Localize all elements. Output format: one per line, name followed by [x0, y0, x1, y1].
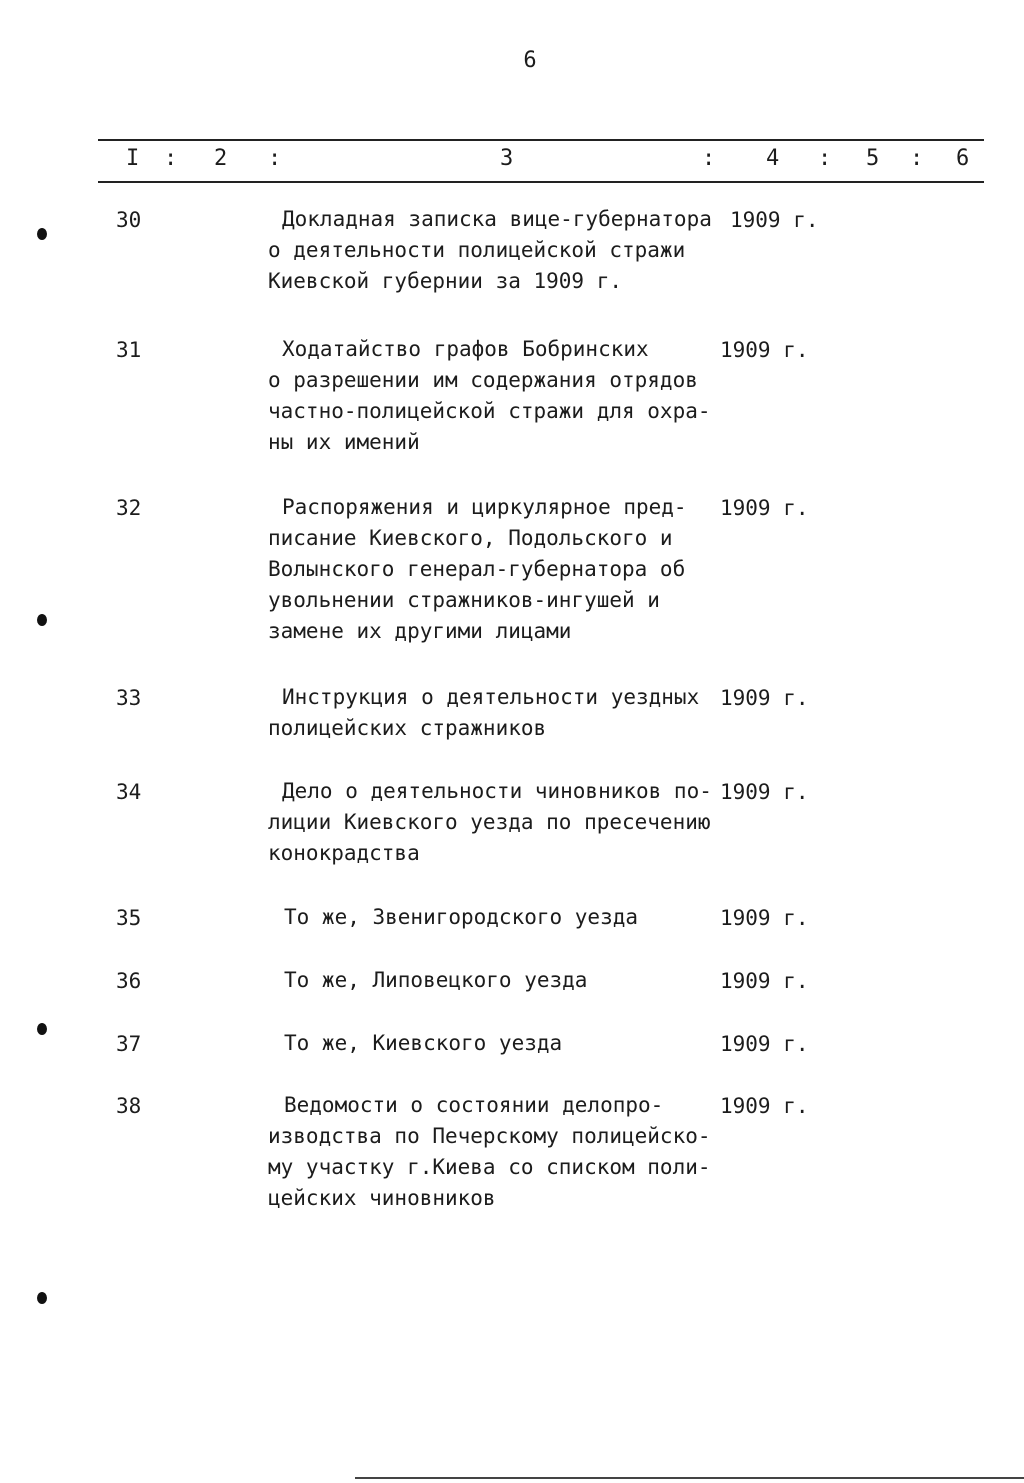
record-number: 36	[116, 969, 142, 993]
record-title-line: Дело о деятельности чиновников по-	[282, 779, 712, 803]
header-col-2: 2	[214, 146, 228, 171]
header-sep-1: :	[164, 146, 178, 171]
record-title-line: частно-полицейской стражи для охра-	[268, 399, 711, 423]
record-title-line: Распоряжения и циркулярное пред-	[282, 495, 687, 519]
record-title-line: цейских чиновников	[268, 1186, 496, 1210]
record-date: 1909 г.	[720, 780, 809, 804]
record-number: 37	[116, 1032, 142, 1056]
record-title-line: Ведомости о состоянии делопро-	[284, 1093, 664, 1117]
header-sep-3: :	[702, 146, 716, 171]
record-number: 38	[116, 1094, 142, 1118]
record-title-line: То же, Киевского уезда	[284, 1031, 563, 1055]
record-date: 1909 г.	[730, 208, 819, 232]
record-title-line: увольнении стражников-ингушей и	[268, 588, 660, 612]
record-date: 1909 г.	[720, 1094, 809, 1118]
header-sep-2: :	[268, 146, 282, 171]
header-col-4: 4	[766, 146, 780, 171]
binder-hole-icon	[37, 614, 47, 626]
record-title-line: му участку г.Киева со списком поли-	[268, 1155, 711, 1179]
binder-hole-icon	[37, 1292, 47, 1304]
record-date: 1909 г.	[720, 496, 809, 520]
record-number: 31	[116, 338, 142, 362]
record-number: 32	[116, 496, 142, 520]
record-date: 1909 г.	[720, 1032, 809, 1056]
header-sep-4: :	[818, 146, 832, 171]
record-date: 1909 г.	[720, 906, 809, 930]
binder-hole-icon	[37, 1023, 47, 1035]
record-number: 30	[116, 208, 142, 232]
record-title-line: лиции Киевского уезда по пресечению	[268, 810, 711, 834]
record-title-line: замене их другими лицами	[268, 619, 572, 643]
record-number: 33	[116, 686, 142, 710]
record-title-line: Инструкция о деятельности уездных	[282, 685, 700, 709]
record-title-line: Докладная записка вице-губернатора	[282, 207, 712, 231]
record-date: 1909 г.	[720, 686, 809, 710]
header-col-6: 6	[956, 146, 970, 171]
record-title-line: полицейских стражников	[268, 716, 547, 740]
page-number: 6	[523, 48, 537, 73]
record-title-line: То же, Липовецкого уезда	[284, 968, 588, 992]
record-title-line: изводства по Печерскому полицейско-	[268, 1124, 711, 1148]
record-title-line: о деятельности полицейской стражи	[268, 238, 686, 262]
record-title-line: Волынского генерал-губернатора об	[268, 557, 686, 581]
page-bottom-edge	[355, 1477, 1024, 1479]
record-title-line: о разрешении им содержания отрядов	[268, 368, 698, 392]
header-top-rule	[98, 139, 984, 141]
record-title-line: писание Киевского, Подольского и	[268, 526, 673, 550]
record-title-line: Ходатайство графов Бобринских	[282, 337, 649, 361]
header-bottom-rule	[98, 181, 984, 183]
header-col-1: I	[126, 146, 140, 171]
header-col-3: 3	[500, 146, 514, 171]
record-date: 1909 г.	[720, 969, 809, 993]
record-number: 34	[116, 780, 142, 804]
record-title-line: конокрадства	[268, 841, 420, 865]
header-col-5: 5	[866, 146, 880, 171]
record-number: 35	[116, 906, 142, 930]
record-title-line: Киевской губернии за 1909 г.	[268, 269, 623, 293]
record-title-line: ны их имений	[268, 430, 420, 454]
header-sep-5: :	[910, 146, 924, 171]
record-date: 1909 г.	[720, 338, 809, 362]
record-title-line: То же, Звенигородского уезда	[284, 905, 639, 929]
binder-hole-icon	[37, 228, 47, 240]
